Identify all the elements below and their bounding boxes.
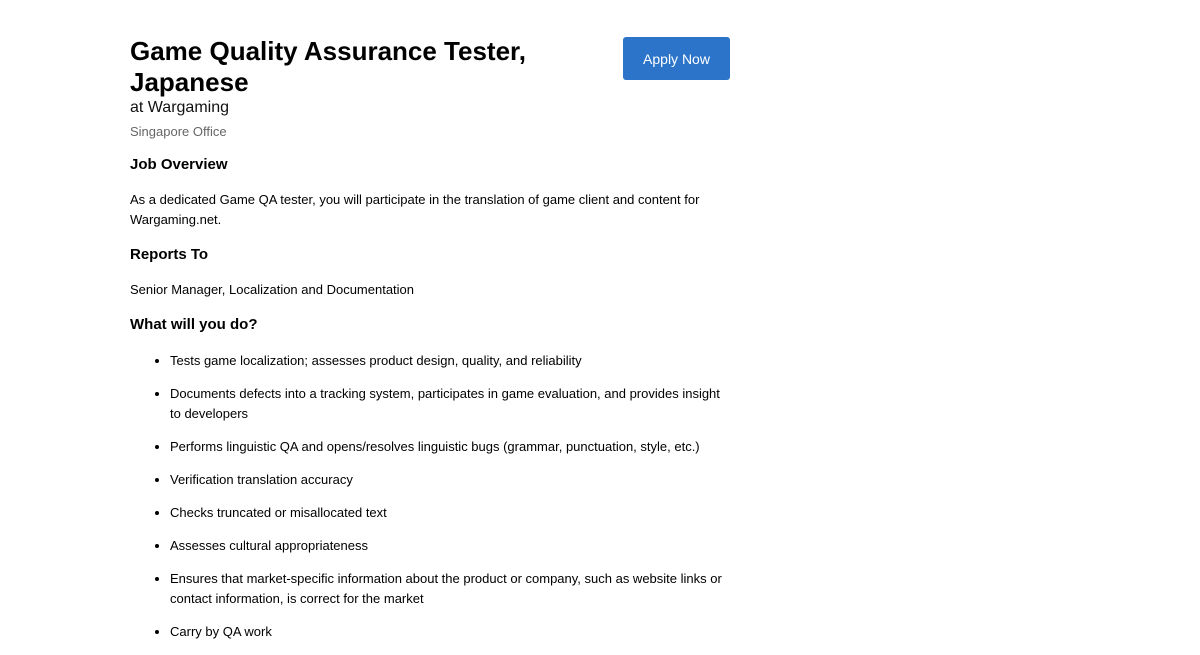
section-heading-what-will-you-do: What will you do? xyxy=(130,316,258,333)
job-title: Game Quality Assurance Tester, Japanese xyxy=(130,36,526,97)
reports-to-text: Senior Manager, Localization and Documentation xyxy=(130,282,415,297)
section-heading-reports-to: Reports To xyxy=(130,246,209,263)
list-item: • Tests game localization; assesses product design, quality, and reliability xyxy=(170,351,730,371)
list-item: • Verification translation accuracy xyxy=(170,470,730,490)
job-content xyxy=(130,36,730,655)
list-item: • Checks truncated or misallocated text xyxy=(170,503,730,523)
duties-list xyxy=(130,351,730,642)
job-location: Singapore Office xyxy=(130,124,227,139)
list-item: • Performs linguistic QA and opens/resolves linguistic bugs (grammar, punctuation, style, etc.) xyxy=(170,437,730,457)
apply-now-button[interactable]: Apply Now xyxy=(623,37,730,80)
list-item: • Documents defects into a tracking system, participates in game evaluation, and provides insight to developers xyxy=(170,384,730,424)
list-item: • Assesses cultural appropriateness xyxy=(170,536,730,556)
section-heading-job-overview: Job Overview xyxy=(130,156,228,173)
job-overview-text: As a dedicated Game QA tester, you will participate in the translation of game client and content for Wargaming.net. xyxy=(130,192,700,227)
job-header xyxy=(130,36,730,140)
list-item: • Carry by QA work xyxy=(170,622,730,642)
company-name: at Wargaming xyxy=(130,99,229,116)
list-item: • Ensures that market-specific information about the product or company, such as website links or contact information, is correct for the market xyxy=(170,569,730,609)
